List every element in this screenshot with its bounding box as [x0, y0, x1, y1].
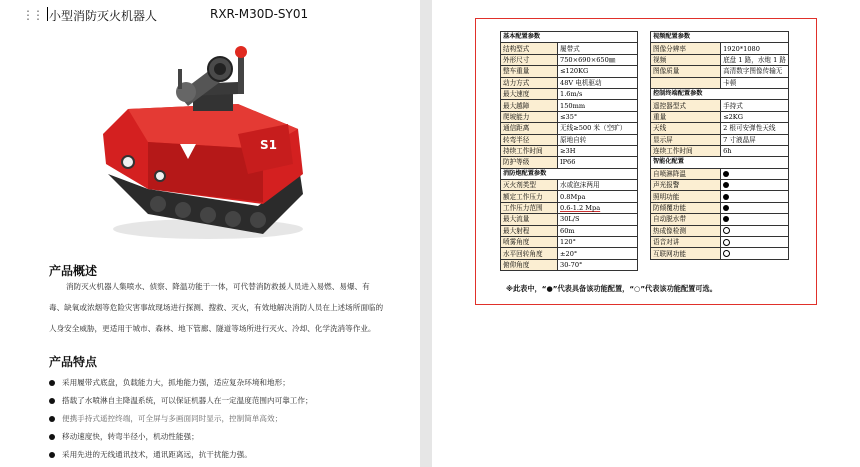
- spec-row: [651, 54, 789, 65]
- spec-value: [558, 157, 638, 168]
- bullet-icon: [49, 398, 55, 404]
- feature-item: 采用先进的无线通讯技术，通讯距离远，抗干扰能力强。: [49, 449, 252, 460]
- spec-row: [501, 123, 638, 134]
- document-title: 小型消防灭火机器人: [49, 9, 158, 23]
- spec-key: 天线: [651, 123, 721, 134]
- spec-section-title: 视频配置参数: [651, 32, 789, 43]
- left-document-page: [0, 0, 420, 467]
- spec-row: [651, 225, 789, 236]
- spec-section-title: 智能化配置: [651, 157, 789, 168]
- spec-value: [558, 202, 638, 213]
- spec-key: 自动脱水带: [651, 214, 721, 225]
- spec-value: [721, 66, 789, 77]
- open-circle-icon: [723, 239, 730, 246]
- spec-row: [501, 43, 638, 54]
- model-number: RXR-M30D-SY01: [210, 7, 309, 21]
- spec-row: [651, 237, 789, 248]
- spec-value: [721, 123, 789, 134]
- spec-section-title: 消防炮配置参数: [501, 168, 638, 179]
- spec-value: [558, 77, 638, 88]
- spec-row: [651, 123, 789, 134]
- filled-circle-icon: [723, 171, 729, 177]
- spec-value-text: 履带式: [560, 44, 580, 53]
- spec-row: [651, 191, 789, 202]
- spec-value: [558, 88, 638, 99]
- spec-value: [558, 43, 638, 54]
- spec-key: 俯仰角度: [501, 259, 558, 270]
- spec-value: [721, 54, 789, 65]
- spec-row: [501, 66, 638, 77]
- spec-row: [501, 248, 638, 259]
- spec-key: 自喷淋降温: [651, 168, 721, 179]
- spec-row: [501, 100, 638, 111]
- spec-row: [651, 145, 789, 156]
- filled-circle-icon: [723, 194, 729, 200]
- spec-value: [721, 43, 789, 54]
- spec-row: [651, 202, 789, 213]
- spec-row: [651, 168, 789, 179]
- spec-key: 持续工作时间: [501, 145, 558, 156]
- spec-value-text: 1920*1080: [723, 44, 760, 53]
- spec-row: [651, 248, 789, 259]
- spec-value: [721, 248, 789, 259]
- spec-value: [558, 66, 638, 77]
- spec-value: [558, 214, 638, 225]
- text-cursor: [47, 7, 48, 21]
- spec-row: [651, 100, 789, 111]
- spec-row: [651, 134, 789, 145]
- spec-value-text: 无线≥500 米（空旷）: [560, 124, 627, 133]
- spec-value: [558, 145, 638, 156]
- spec-value: [558, 111, 638, 122]
- spec-key: 整车重量: [501, 66, 558, 77]
- spec-key: 图像质量: [651, 66, 721, 77]
- spec-key: 图像分辨率: [651, 43, 721, 54]
- spec-value: [721, 100, 789, 111]
- features-heading: 产品特点: [49, 355, 98, 369]
- spec-value-text: 2 根可安弹性天线: [723, 124, 776, 133]
- spec-key: 连续工作时间: [651, 145, 721, 156]
- spec-value: [721, 77, 789, 88]
- spec-section-header: [501, 32, 638, 43]
- open-circle-icon: [723, 250, 730, 257]
- spec-section-header: [651, 157, 789, 168]
- spec-value: [558, 259, 638, 270]
- spec-value-text: 水或泡沫两用: [560, 181, 600, 190]
- spec-key: 照明功能: [651, 191, 721, 202]
- feature-item: 移动速度快，转弯半径小，机动性能强；: [49, 431, 199, 442]
- spec-value: [721, 214, 789, 225]
- spec-key: 热成像检测: [651, 225, 721, 236]
- spec-row: [651, 180, 789, 191]
- filled-circle-icon: [723, 216, 729, 222]
- spec-section-header: [651, 88, 789, 99]
- spec-value-text: 1.6m/s: [560, 90, 583, 99]
- spec-value-text: 0.8Mpa: [560, 192, 586, 201]
- overview-text: 消防灭火机器人集喷水、侦察、降温功能于一体，可代替消防救援人员进入易燃、易爆、有毒、缺氧或浓烟等危险灾害事故现场进行探测、搜救、灭火，有效地解决消防人员在上述场所面临的人身安全威胁，更适用于城市、森林、地下管廊、隧道等场所进行灭火、冷却、化学洗消等作业。: [49, 282, 384, 333]
- spec-key: [651, 77, 721, 88]
- spec-value-text: ≤35°: [560, 112, 578, 121]
- spec-value-text: ≥3H: [560, 147, 576, 156]
- spec-key: 显示屏: [651, 134, 721, 145]
- spec-key: 爬坡能力: [501, 111, 558, 122]
- spec-row: [651, 111, 789, 122]
- spec-row: [501, 88, 638, 99]
- spec-key: 防倾覆功能: [651, 202, 721, 213]
- spec-value: [558, 180, 638, 191]
- spec-key: 防护等级: [501, 157, 558, 168]
- spec-value-text: 120°: [560, 238, 576, 247]
- spec-value-text: 底盘 1 路，水炮 1 路: [723, 55, 786, 64]
- spec-value: [721, 202, 789, 213]
- spec-row: [501, 202, 638, 213]
- spec-key: 声光报警: [651, 180, 721, 191]
- spec-key: 最大射程: [501, 225, 558, 236]
- spec-value-text: ≤120KG: [560, 67, 589, 76]
- bullet-icon: [49, 380, 55, 386]
- spec-value-text: 30L/S: [560, 215, 580, 224]
- spec-key: 水平回转角度: [501, 248, 558, 259]
- spec-value: [558, 225, 638, 236]
- feature-item: 便携手持式遥控终端，可全屏与多画面同时显示，控制简单高效；: [49, 413, 282, 424]
- spec-value-text: 48V 电机驱动: [560, 78, 602, 87]
- spec-row: [651, 77, 789, 88]
- spec-value: [721, 111, 789, 122]
- spec-value-text: 60m: [560, 226, 575, 235]
- spec-row: [501, 54, 638, 65]
- spec-value: [558, 248, 638, 259]
- spec-value: [558, 134, 638, 145]
- filled-circle-icon: [723, 205, 729, 211]
- spec-key: 视频: [651, 54, 721, 65]
- spec-key: 动力方式: [501, 77, 558, 88]
- spec-value-text: 6h: [723, 147, 732, 156]
- drag-handle-icon[interactable]: ⋮⋮: [22, 8, 42, 22]
- spec-value-text: 7 寸液晶屏: [723, 135, 756, 144]
- spec-table-left: [500, 31, 638, 271]
- spec-key: 最大流量: [501, 214, 558, 225]
- spec-key: 最大速度: [501, 88, 558, 99]
- spec-row: [651, 43, 789, 54]
- spec-key: 转弯半径: [501, 134, 558, 145]
- spec-key: 遥控器型式: [651, 100, 721, 111]
- bullet-icon: [49, 416, 55, 422]
- spec-value-text: ±20°: [560, 249, 578, 258]
- spec-row: [501, 191, 638, 202]
- spec-table-right: [650, 31, 789, 260]
- spec-value-text: 150mm: [560, 101, 586, 110]
- robot-badge-label: S1: [260, 138, 277, 152]
- feature-item: 采用履带式底盘，负载能力大，抓地能力强，适应复杂环境和地形；: [49, 377, 290, 388]
- spec-section-title: 控制终端配置参数: [651, 88, 789, 99]
- feature-item: 搭载了水喷淋自主降温系统，可以保证机器人在一定温度范围内可靠工作；: [49, 395, 313, 406]
- spec-value: [721, 237, 789, 248]
- overview-paragraph: [49, 276, 384, 339]
- spec-key: 工作压力范围: [501, 202, 558, 213]
- spec-value-text: 750×690×650㎜: [560, 55, 616, 64]
- spec-row: [501, 145, 638, 156]
- spec-key: 通信距离: [501, 123, 558, 134]
- spec-value-text: IP66: [560, 158, 576, 167]
- spec-row: [501, 259, 638, 270]
- overview-heading: 产品概述: [49, 264, 98, 278]
- filled-circle-icon: [723, 182, 729, 188]
- bullet-icon: [49, 452, 55, 458]
- spec-value-text: 0.6-1.2 Mpa: [560, 204, 601, 213]
- open-circle-icon: [723, 227, 730, 234]
- spec-row: [501, 225, 638, 236]
- spec-value: [558, 191, 638, 202]
- spec-row: [501, 180, 638, 191]
- spec-key: 重量: [651, 111, 721, 122]
- spec-value: [721, 191, 789, 202]
- spec-value: [558, 100, 638, 111]
- spec-key: 喷雾角度: [501, 237, 558, 248]
- spec-table-frame: [475, 18, 817, 305]
- spec-value: [558, 123, 638, 134]
- spec-row: [501, 77, 638, 88]
- spec-key: 最大越障: [501, 100, 558, 111]
- spec-value-text: 手持式: [723, 101, 743, 110]
- spec-key: 额定工作压力: [501, 191, 558, 202]
- spec-row: [501, 157, 638, 168]
- spec-section-header: [651, 32, 789, 43]
- spec-key: 外形尺寸: [501, 54, 558, 65]
- spec-key: 灭火剂类型: [501, 180, 558, 191]
- spec-value-text: 高清数字图像传输无: [723, 67, 783, 76]
- spec-key: 互联网功能: [651, 248, 721, 259]
- spec-row: [501, 134, 638, 145]
- spec-value: [558, 54, 638, 65]
- spec-section-title: 基本配置参数: [501, 32, 638, 43]
- bullet-icon: [49, 434, 55, 440]
- spec-key: 结构型式: [501, 43, 558, 54]
- robot-product-image: [88, 24, 322, 256]
- spec-row: [501, 214, 638, 225]
- spec-note: ※此表中，“●”代表具备该功能配置，“○”代表该功能配置可选。: [506, 284, 717, 293]
- spec-value: [721, 180, 789, 191]
- spec-value: [721, 168, 789, 179]
- spec-row: [651, 214, 789, 225]
- spec-section-header: [501, 168, 638, 179]
- spec-value: [721, 134, 789, 145]
- spec-row: [651, 66, 789, 77]
- spec-key: 语音对讲: [651, 237, 721, 248]
- spec-value-text: 原地自转: [560, 135, 587, 144]
- spec-row: [501, 237, 638, 248]
- spec-row: [501, 111, 638, 122]
- spec-value-text: ≤2KG: [723, 112, 743, 121]
- spec-value-text: 30-70°: [560, 261, 583, 269]
- spec-value: [721, 225, 789, 236]
- spec-value: [721, 145, 789, 156]
- spec-value-text: 卡顿: [723, 78, 737, 87]
- spec-value: [558, 237, 638, 248]
